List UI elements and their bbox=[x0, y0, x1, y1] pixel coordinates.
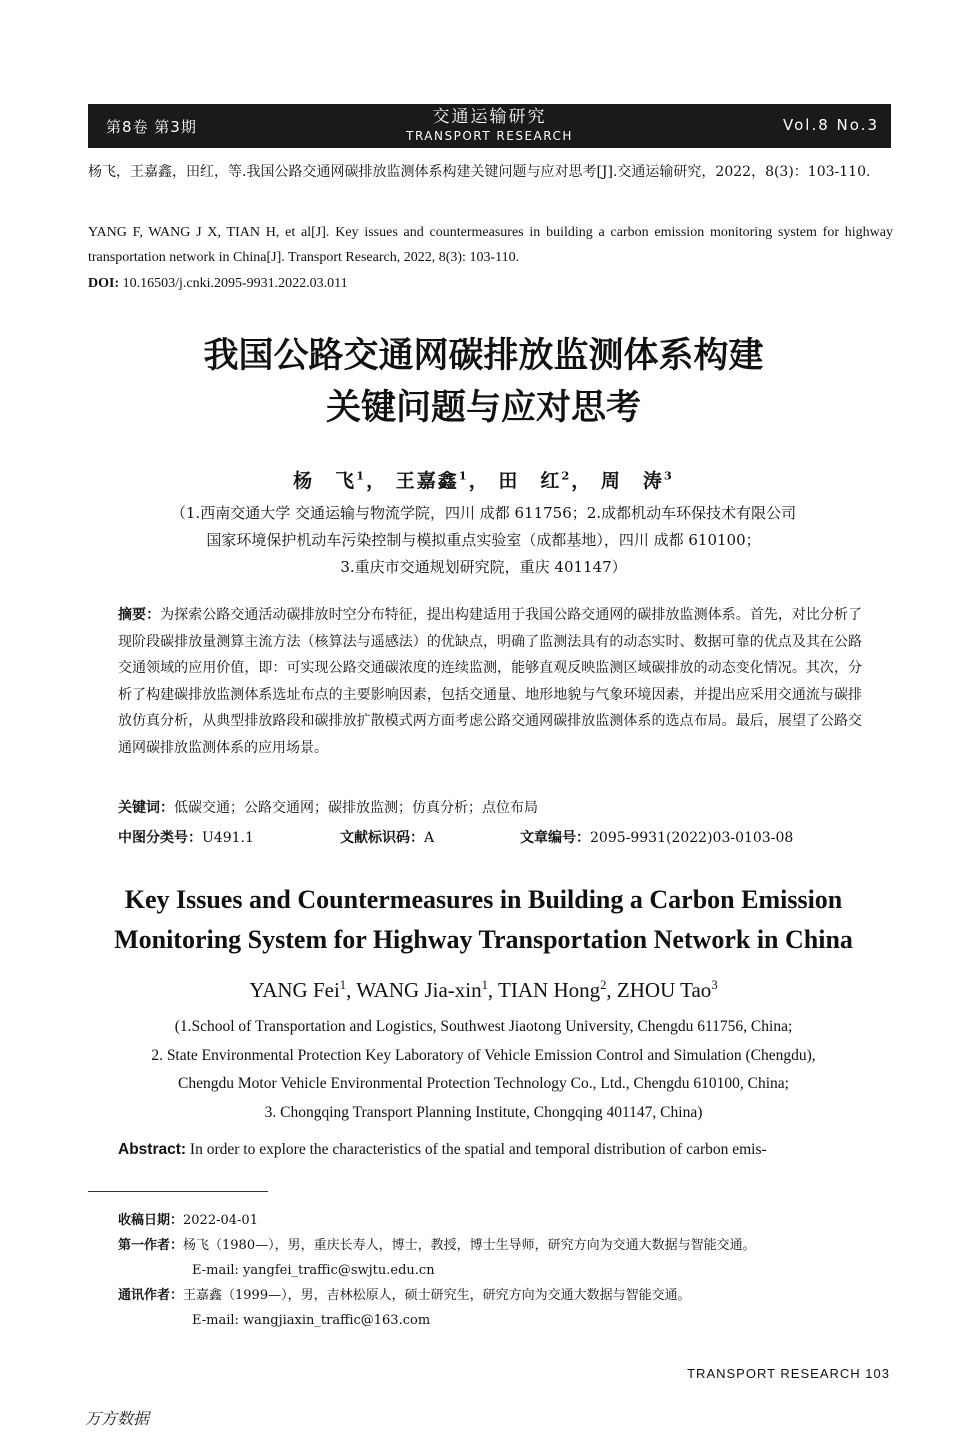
abstract-en-text: In order to explore the characteristics of the spatial and temporal distribution of carbon emis- bbox=[189, 1141, 767, 1158]
abstract-en-label: Abstract: bbox=[118, 1141, 187, 1158]
corresponding-author-label: 通讯作者： bbox=[118, 1288, 184, 1303]
clc-item bbox=[118, 827, 254, 847]
affiliation-en-line: (1.School of Transportation and Logistics, Southwest Jiaotong University, Chengdu 611756, China; bbox=[174, 1018, 793, 1035]
author-en-sup: 2 bbox=[600, 978, 607, 992]
author-cn-sup: 3 bbox=[663, 468, 674, 483]
footer-journal: TRANSPORT RESEARCH bbox=[687, 1366, 861, 1381]
volume-issue-en: Vol.8 No.3 bbox=[783, 116, 879, 134]
author-cn: 周 涛 bbox=[600, 470, 664, 492]
affiliation-en-line: 2. State Environmental Protection Key Laboratory of Vehicle Emission Control and Simulation (Chengdu), bbox=[151, 1046, 816, 1064]
doi-line bbox=[88, 276, 348, 292]
keywords-text: 低碳交通；公路交通网；碳排放监测；仿真分析；点位布局 bbox=[174, 800, 538, 816]
first-author-email[interactable]: E-mail: yangfei_traffic@swjtu.edu.cn bbox=[192, 1263, 435, 1278]
received-value: 2022-04-01 bbox=[183, 1213, 258, 1228]
first-author-label: 第一作者： bbox=[118, 1238, 184, 1253]
doc-code-value: A bbox=[424, 830, 435, 846]
corresponding-author-text: 王嘉鑫（1999—），男，吉林松原人，硕士研究生，研究方向为交通大数据与智能交通。 bbox=[183, 1288, 691, 1303]
title-en-line2: Monitoring System for Highway Transportation Network in China bbox=[114, 925, 853, 954]
keywords-label: 关键词： bbox=[118, 800, 174, 816]
affiliation-en-line: Chengdu Motor Vehicle Environmental Protection Technology Co., Ltd., Chengdu 610100, China; bbox=[178, 1075, 789, 1092]
author-en: YANG Fei bbox=[249, 978, 340, 1002]
citation-en: YANG F, WANG J X, TIAN H, et al[J]. Key issues and countermeasures in building a carbon emission monitoring system for highway transportation network in China[J]. Transport Research, 2022, 8(3): 103-110. bbox=[88, 225, 893, 265]
abstract-cn-label: 摘要： bbox=[118, 607, 161, 623]
abstract-cn bbox=[118, 602, 862, 761]
author-en: ZHOU Tao bbox=[616, 978, 712, 1002]
footnote-divider bbox=[88, 1191, 268, 1192]
corresponding-author-note bbox=[118, 1283, 878, 1308]
footnotes bbox=[118, 1208, 878, 1333]
journal-header-bar bbox=[88, 104, 891, 148]
author-en: TIAN Hong bbox=[498, 978, 601, 1002]
author-en-sup: 3 bbox=[711, 978, 718, 992]
first-author-note bbox=[118, 1233, 878, 1258]
first-author-text: 杨飞（1980—），男，重庆长寿人，博士，教授，博士生导师，研究方向为交通大数据与智能交通。 bbox=[183, 1238, 756, 1253]
page-number: 103 bbox=[865, 1366, 890, 1381]
author-cn-sup: 2 bbox=[561, 468, 572, 483]
title-cn-line1: 我国公路交通网碳排放监测体系构建 bbox=[203, 336, 764, 376]
keywords-cn bbox=[118, 797, 538, 817]
author-en-sup: 1 bbox=[339, 978, 347, 992]
affiliation-cn-line: 3.重庆市交通规划研究院，重庆 401147） bbox=[340, 558, 627, 576]
author-cn: 田 红 bbox=[498, 470, 562, 492]
article-number-value: 2095-9931(2022)03-0103-08 bbox=[590, 830, 794, 846]
received-label: 收稿日期： bbox=[118, 1213, 184, 1228]
journal-name bbox=[88, 106, 891, 144]
article-number-item bbox=[520, 827, 793, 847]
title-cn bbox=[0, 330, 967, 434]
affiliation-en-line: 3. Chongqing Transport Planning Institute, Chongqing 401147, China) bbox=[264, 1103, 703, 1121]
received-date bbox=[118, 1208, 878, 1233]
title-cn-line2: 关键问题与应对思考 bbox=[325, 388, 641, 428]
affiliation-cn-line: 国家环境保护机动车污染控制与模拟重点实验室（成都基地），四川 成都 610100； bbox=[206, 531, 761, 549]
author-cn-sup: 1 bbox=[458, 468, 469, 483]
abstract-cn-text: 为探索公路交通活动碳排放时空分布特征，提出构建适用于我国公路交通网的碳排放监测体系。首先，对比分析了现阶段碳排放量测算主流方法（核算法与遥感法）的优缺点，明确了监测法具有的动态实时、数据可靠的优点及其在公路交通领域的应用价值，即：可实现公路交通碳浓度的连续监测，能够直观反映监测区域碳排放的动态变化情况。其次，分析了构建碳排放监测体系选址布点的主要影响因素，包括交通量、地形地貌与气象环境因素，并提出应采用交通流与碳排放仿真分析，从典型排放路段和碳排放扩散模式两方面考虑公路交通网碳排放监测体系的选点布局。最后，展望了公路交通网碳排放监测体系的应用场景。 bbox=[118, 607, 863, 756]
doi-label: DOI: bbox=[88, 276, 120, 291]
watermark: 万方数据 bbox=[85, 1409, 150, 1428]
affiliation-cn-line: （1.西南交通大学 交通运输与物流学院，四川 成都 611756；2.成都机动车环保技术有限公司 bbox=[170, 504, 797, 522]
author-cn: 杨 飞 bbox=[293, 470, 357, 492]
authors-cn: 杨 飞$^1$， 王嘉鑫$^1$， 田 红$^2$， 周 涛$^3$ bbox=[293, 468, 674, 492]
journal-name-cn: 交通运输研究 bbox=[432, 107, 547, 127]
title-en bbox=[0, 880, 967, 960]
author-cn: 王嘉鑫 bbox=[395, 470, 459, 492]
author-en: WANG Jia-xin bbox=[356, 978, 482, 1002]
authors-en: YANG Fei$^1$, WANG Jia-xin$^1$, TIAN Hong$^2$, ZHOU Tao$^3$ bbox=[249, 978, 718, 1002]
clc-label: 中图分类号： bbox=[118, 830, 202, 846]
title-en-line1: Key Issues and Countermeasures in Building a Carbon Emission bbox=[124, 885, 843, 914]
doi-value[interactable]: 10.16503/j.cnki.2095-9931.2022.03.011 bbox=[122, 276, 348, 291]
affiliations-cn bbox=[0, 500, 967, 581]
article-number-label: 文章编号： bbox=[520, 830, 590, 846]
affiliations-en bbox=[0, 1013, 967, 1127]
doc-code-label: 文献标识码： bbox=[340, 830, 424, 846]
page-footer bbox=[687, 1366, 890, 1381]
author-en-sup: 1 bbox=[481, 978, 488, 992]
author-cn-sup: 1 bbox=[356, 468, 367, 483]
doc-code-item bbox=[340, 827, 434, 847]
citation-cn: 杨飞，王嘉鑫，田红，等.我国公路交通网碳排放监测体系构建关键问题与应对思考[J].交通运输研究，2022，8(3)：103-110. bbox=[88, 164, 871, 180]
corresponding-author-email[interactable]: E-mail: wangjiaxin_traffic@163.com bbox=[192, 1313, 431, 1328]
clc-value: U491.1 bbox=[202, 830, 254, 846]
abstract-en bbox=[118, 1141, 878, 1159]
journal-name-en: TRANSPORT RESEARCH bbox=[406, 129, 573, 143]
volume-issue-cn: 第8卷 第3期 bbox=[106, 118, 197, 136]
